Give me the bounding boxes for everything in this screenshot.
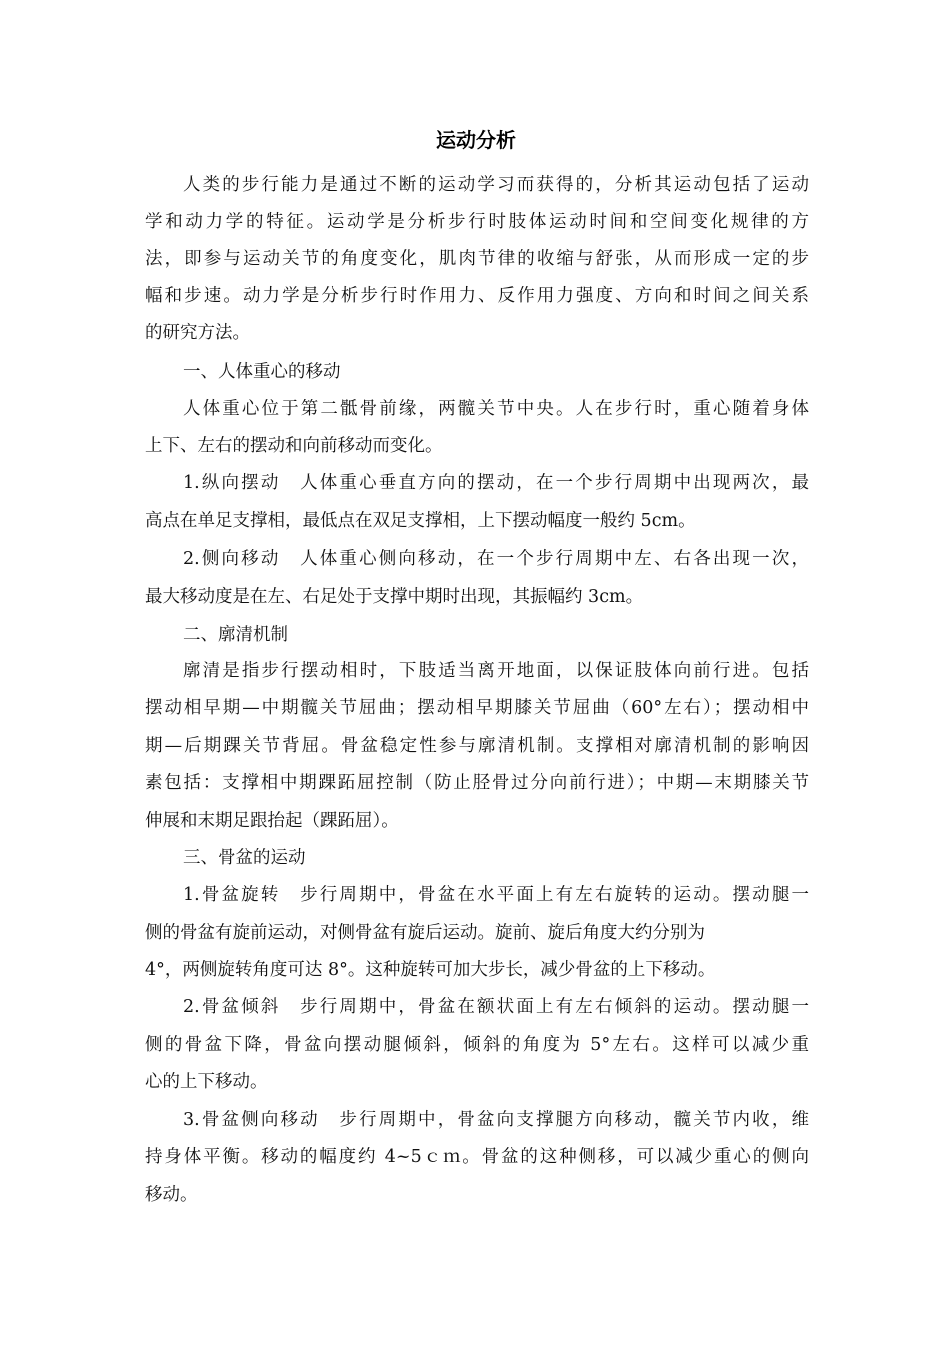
text-line: 摆动相早期—中期髋关节屈曲；摆动相早期膝关节屈曲（60°左右）；摆动相中 [145, 698, 809, 718]
text-line: 幅和步速。动力学是分析步行时作用力、反作用力强度、方向和时间之间关系 [145, 286, 809, 306]
text-line: 的研究方法。 [145, 323, 250, 343]
text-line: 廓清是指步行摆动相时，下肢适当离开地面，以保证肢体向前行进。包括 [183, 661, 809, 681]
text-line: 高点在单足支撑相，最低点在双足支撑相，上下摆动幅度一般约 5cm。 [145, 511, 696, 531]
text-line: 法，即参与运动关节的角度变化，肌肉节律的收缩与舒张，从而形成一定的步 [145, 249, 809, 269]
text-line: 1.骨盆旋转 步行周期中，骨盆在水平面上有左右旋转的运动。摆动腿一 [183, 885, 809, 905]
text-line: 2.骨盆倾斜 步行周期中，骨盆在额状面上有左右倾斜的运动。摆动腿一 [183, 997, 809, 1017]
text-line: 学和动力学的特征。运动学是分析步行时肢体运动时间和空间变化规律的方 [145, 212, 809, 232]
text-line: 最大移动度是在左、右足处于支撑中期时出现，其振幅约 3cm。 [145, 587, 644, 607]
text-line: 期—后期踝关节背屈。骨盆稳定性参与廓清机制。支撑相对廓清机制的影响因 [145, 736, 809, 756]
document-title: 运动分析 [436, 128, 516, 152]
text-line: 侧的骨盆下降，骨盆向摆动腿倾斜，倾斜的角度为 5°左右。这样可以减少重 [145, 1035, 809, 1055]
text-line: 4°，两侧旋转角度可达 8°。这种旋转可加大步长，减少骨盆的上下移动。 [145, 960, 716, 980]
text-line: 人体重心位于第二骶骨前缘，两髋关节中央。人在步行时，重心随着身体 [183, 399, 809, 419]
section-heading: 一、人体重心的移动 [183, 362, 341, 382]
text-line: 上下、左右的摆动和向前移动而变化。 [145, 436, 443, 456]
text-line: 人类的步行能力是通过不断的运动学习而获得的，分析其运动包括了运动 [183, 175, 809, 195]
section-heading: 三、骨盆的运动 [183, 848, 306, 868]
text-line: 心的上下移动。 [145, 1072, 268, 1092]
text-line: 2.侧向移动 人体重心侧向移动，在一个步行周期中左、右各出现一次， [183, 549, 809, 569]
text-line: 侧的骨盆有旋前运动，对侧骨盆有旋后运动。旋前、旋后角度大约分别为 [145, 923, 705, 943]
text-line: 1.纵向摆动 人体重心垂直方向的摆动，在一个步行周期中出现两次，最 [183, 473, 809, 493]
text-line: 持身体平衡。移动的幅度约 4~5ｃｍ。骨盆的这种侧移，可以减少重心的侧向 [145, 1147, 809, 1167]
text-line: 素包括：支撑相中期踝跖屈控制（防止胫骨过分向前行进）；中期—末期膝关节 [145, 773, 809, 793]
text-line: 3.骨盆侧向移动 步行周期中，骨盆向支撑腿方向移动，髋关节内收，维 [183, 1110, 809, 1130]
text-line: 伸展和末期足跟抬起（踝跖屈）。 [145, 811, 399, 831]
section-heading: 二、廓清机制 [183, 625, 288, 645]
text-line: 移动。 [145, 1185, 198, 1205]
